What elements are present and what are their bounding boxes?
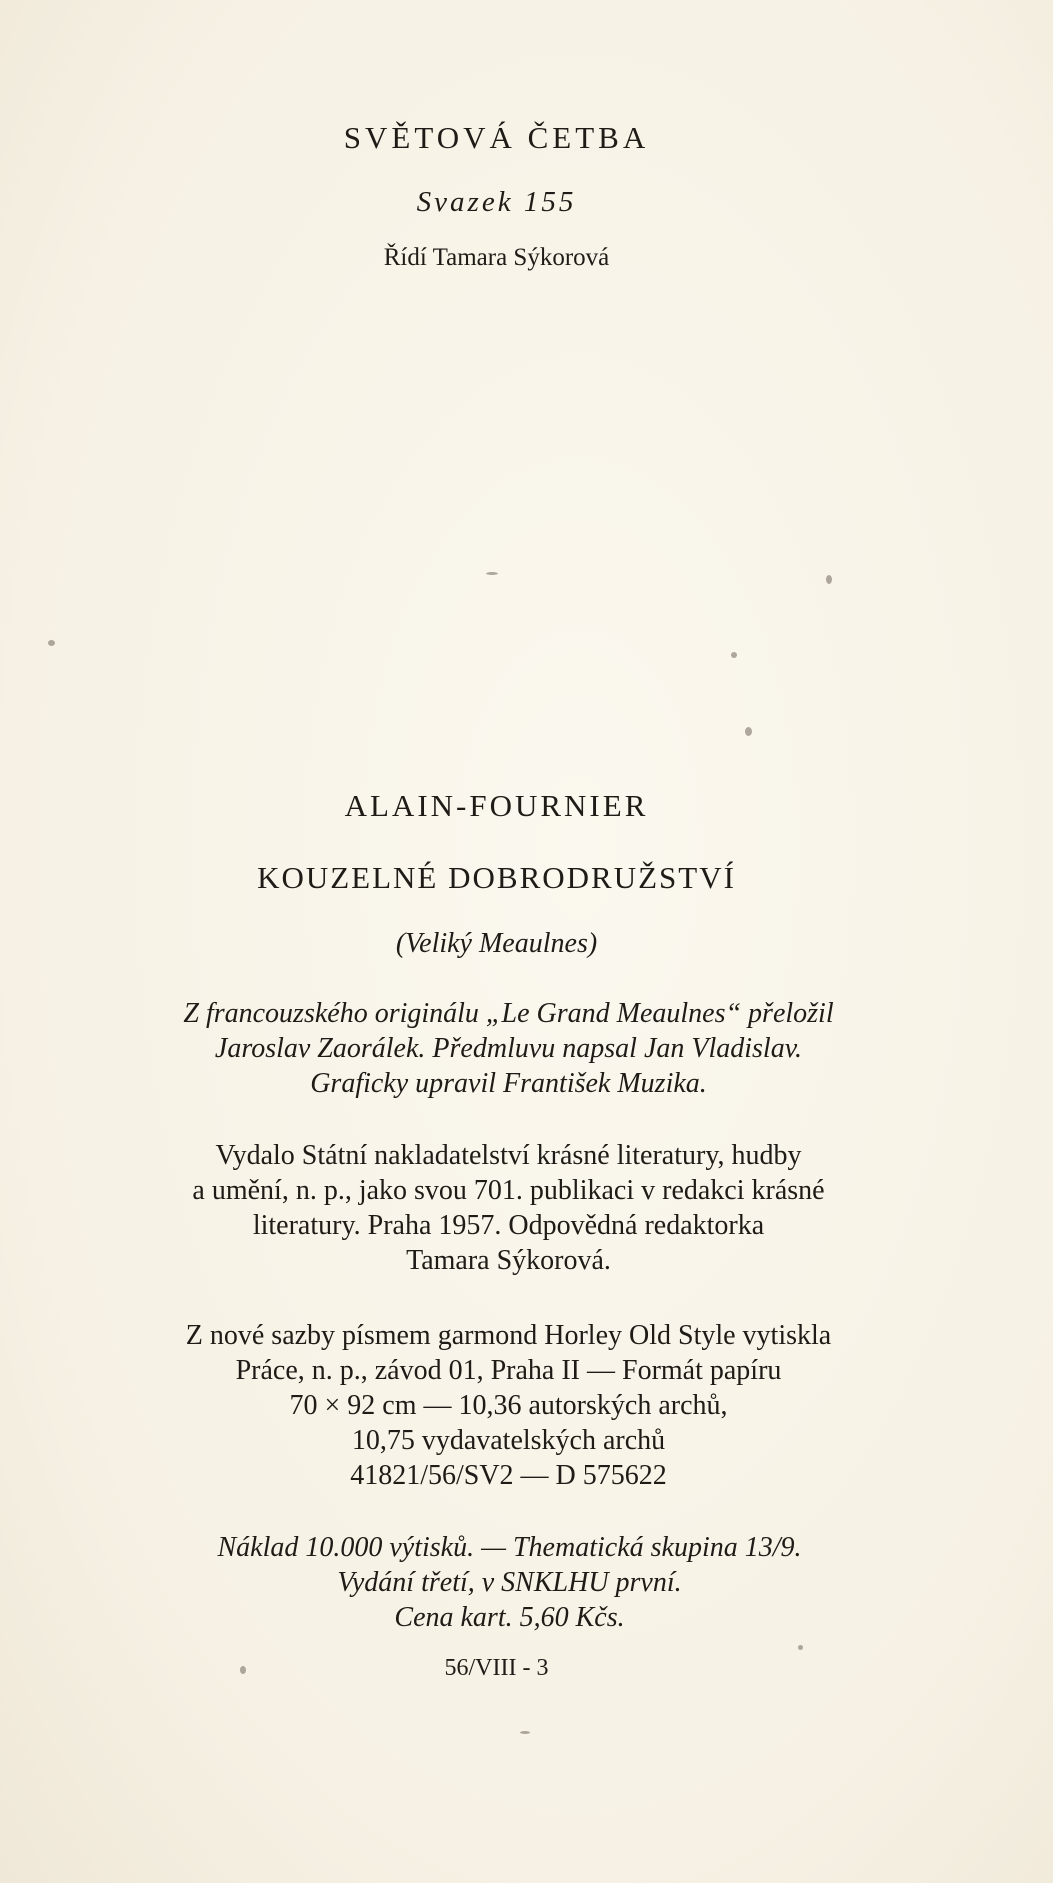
translation-note [0,996,1053,1101]
series-title: SVĚTOVÁ ČETBA [343,120,650,155]
paper-speck [520,1731,530,1734]
printing-line: 10,75 vydavatelských archů [351,1425,666,1456]
volume-number: Svazek 155 [416,186,577,218]
paper-speck [240,1666,246,1674]
publisher-line: literatury. Praha 1957. Odpovědná redaktorka [252,1210,765,1241]
book-title: KOUZELNÉ DOBRODRUŽSTVÍ [257,860,736,895]
author-name: ALAIN-FOURNIER [344,788,649,823]
publisher-note [0,1138,1053,1278]
printing-line: Práce, n. p., závod 01, Praha II — Formát papíru [235,1355,782,1386]
printing-line: 70 × 92 cm — 10,36 autorských archů, [289,1390,728,1421]
paper-speck [826,575,832,584]
paper-speck [731,652,737,658]
publisher-line: Vydalo Státní nakladatelství krásné literatury, hudby [215,1140,802,1171]
publisher-line: a umění, n. p., jako svou 701. publikaci v redakci krásné [192,1175,825,1206]
translation-line: Jaroslav Zaorálek. Předmluvu napsal Jan Vladislav. [214,1033,803,1064]
printing-line: 41821/56/SV2 — D 575622 [350,1460,667,1491]
translation-line: Z francouzského originálu „Le Grand Meaulnes“ přeložil [183,998,834,1029]
paper-speck [48,640,55,646]
printing-line: Z nové sazby písmem garmond Horley Old Style vytiskla [185,1320,832,1351]
print-code: 56/VIII - 3 [444,1655,549,1681]
paper-speck [745,727,752,736]
edition-line: Náklad 10.000 výtisků. — Thematická skupina 13/9. [217,1532,802,1563]
printing-note [0,1318,1053,1493]
publisher-line: Tamara Sýkorová. [406,1245,611,1276]
translation-line: Graficky upravil František Muzika. [310,1068,707,1099]
edition-note [0,1530,1053,1635]
book-subtitle: (Veliký Meaulnes) [395,928,598,959]
paper-speck [798,1645,803,1650]
paper-speck [486,572,498,575]
series-editor: Řídí Tamara Sýkorová [383,244,610,271]
edition-line: Cena kart. 5,60 Kčs. [394,1602,625,1633]
edition-line: Vydání třetí, v SNKLHU první. [337,1567,682,1598]
